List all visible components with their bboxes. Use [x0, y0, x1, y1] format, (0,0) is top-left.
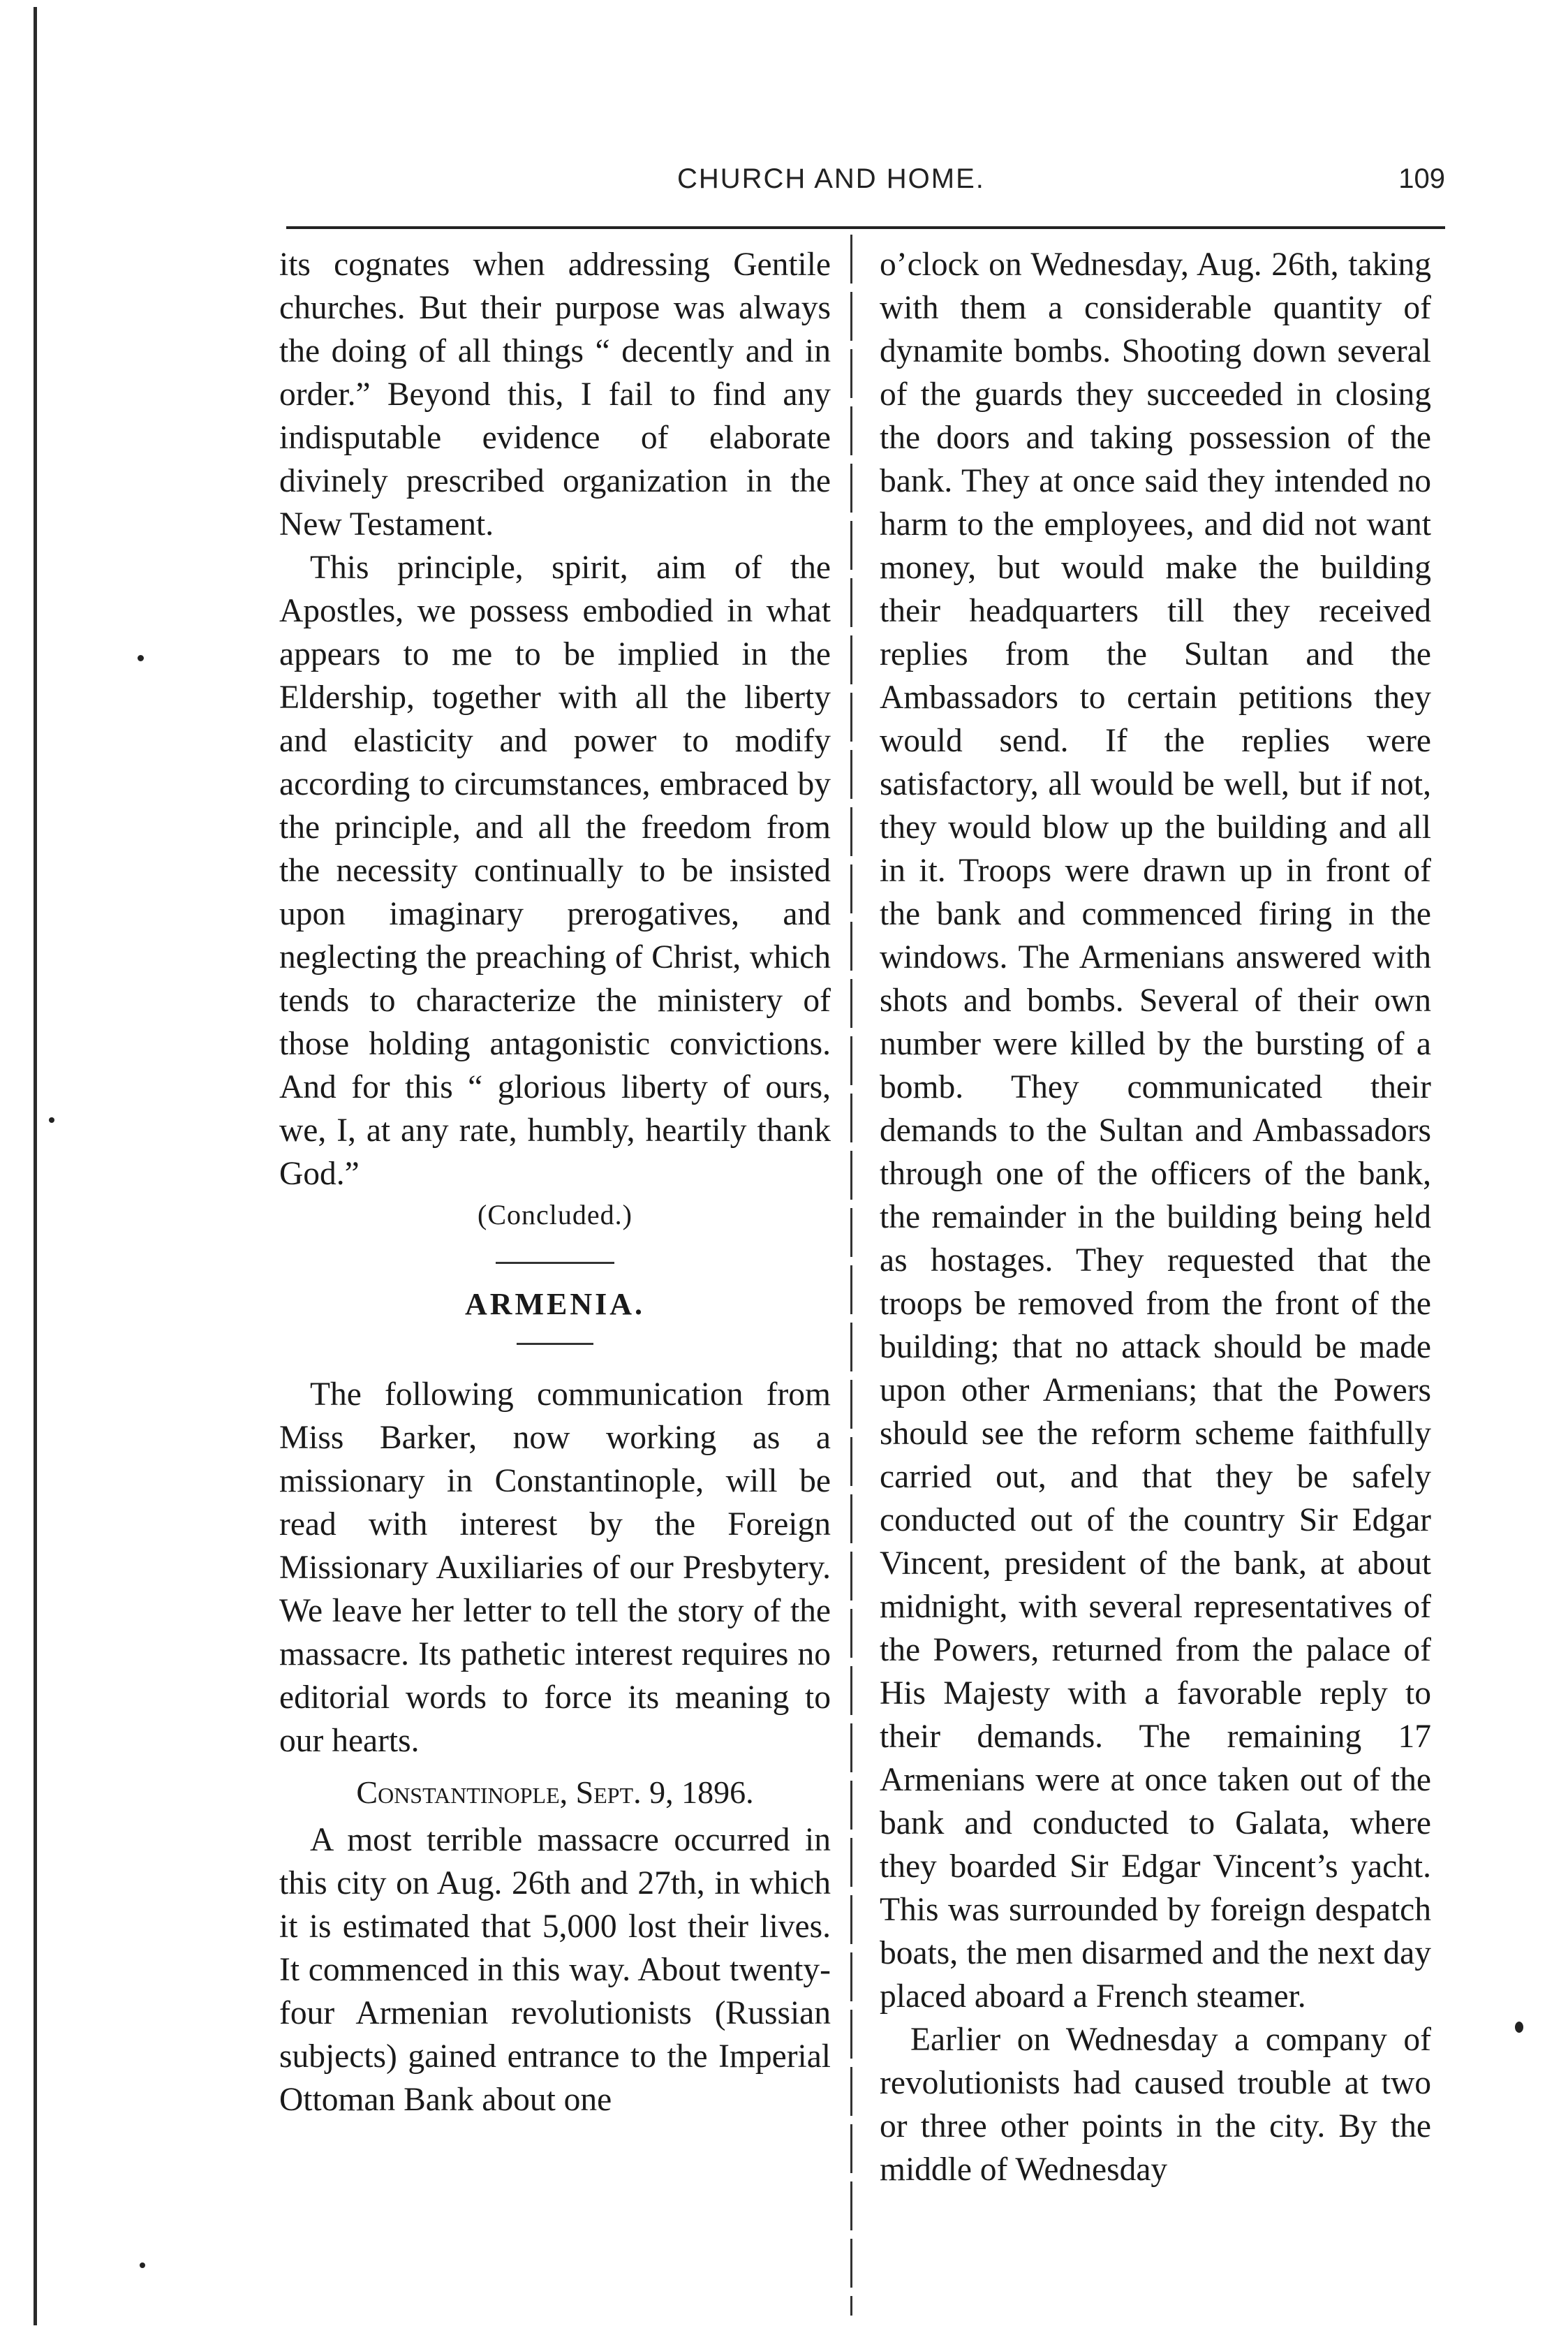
left-column [279, 243, 831, 2121]
right-column [880, 243, 1431, 2191]
ink-speck [140, 2262, 145, 2268]
paragraph: A most terrible massacre occurred in this city on Aug. 26th and 27th, in which it is estimated that 5,000 lost their lives. It commenced in this way. About twenty-four Armenian revolutionists (Russian subjects) gained entrance to the Imperial Ottoman Bank about one [279, 1822, 831, 2118]
ink-speck [1515, 2022, 1523, 2033]
page-binding-edge [34, 7, 37, 2325]
concluded-note: (Concluded.) [478, 1199, 633, 1230]
page-number: 109 [1398, 163, 1445, 194]
header-rule [286, 226, 1445, 229]
running-head: CHURCH AND HOME. [677, 163, 985, 194]
title-underline [517, 1343, 593, 1345]
paragraph: This principle, spirit, aim of the Apostles, we possess embodied in what appears to me to be implied in the Eldership, together with all the liberty and elasticity and power to modify according to circumstances, embraced by the principle, and all the freedom from the necessity continually to be insisted upon imaginary prerogatives, and neglecting the preaching of Christ, which tends to characterize the ministery of those holding antagonistic convictions. And for this “ glorious liberty of ours, we, I, at any rate, humbly, heartily thank God.” [279, 550, 831, 1192]
paragraph: The following communication from Miss Barker, now working as a missionary in Constantinople, will be read with interest by the Foreign Missionary Auxiliaries of our Presbytery. We leave her letter to tell the story of the massacre. Its pathetic interest requires no editorial words to force its meaning to our hearts. [279, 1376, 831, 1759]
paragraph: Earlier on Wednesday a company of revolutionists had caused trouble at two or three other points in the city. By the middle of Wednesday [880, 2022, 1431, 2188]
section-title: ARMENIA. [464, 1287, 646, 1321]
section-divider [496, 1262, 614, 1264]
ink-speck [49, 1117, 54, 1123]
column-divider [850, 235, 852, 2316]
letter-dateline: Constantinople, Sept. 9, 1896. [356, 1774, 754, 1810]
paragraph: o’clock on Wednesday, Aug. 26th, taking with them a considerable quantity of dynamite bombs. Shooting down several of the guards they succeeded in closing the doors and taking possession of the bank. They at once said they intended no harm to the employees, and did not want money, but would make the building their headquarters till they received replies from the Sultan and the Ambassadors to certain petitions they would send. If the replies were satisfactory, all would be well, but if not, they would blow up the building and all in it. Troops were drawn up in front of the bank and commenced firing in the windows. The Armenians answered with shots and bombs. Several of their own number were killed by the bursting of a bomb. They communicated their demands to the Sultan and Ambassadors through one of the officers of the bank, the remainder in the building being held as hostages. They requested that the troops be removed from the front of the building; that no attack should be made upon other Armenians; that the Powers should see the reform scheme faithfully carried out, and that they be safely conducted out of the country Sir Edgar Vincent, president of the bank, at about midnight, with several representatives of the Powers, returned from the palace of His Majesty with a favorable reply to their demands. The remaining 17 Armenians were at once taken out of the bank and conducted to Galata, where they boarded Sir Edgar Vincent’s yacht. This was surrounded by foreign despatch boats, the men disarmed and the next day placed aboard a French steamer. [880, 246, 1431, 2015]
ink-speck [138, 655, 144, 661]
page-header [286, 163, 1445, 219]
paragraph: its cognates when addressing Gentile churches. But their purpose was always the doing of all things “ decently and in order.” Beyond this, I fail to find any indisputable evidence of elaborate divinely prescribed organization in the New Testament. [279, 246, 831, 543]
